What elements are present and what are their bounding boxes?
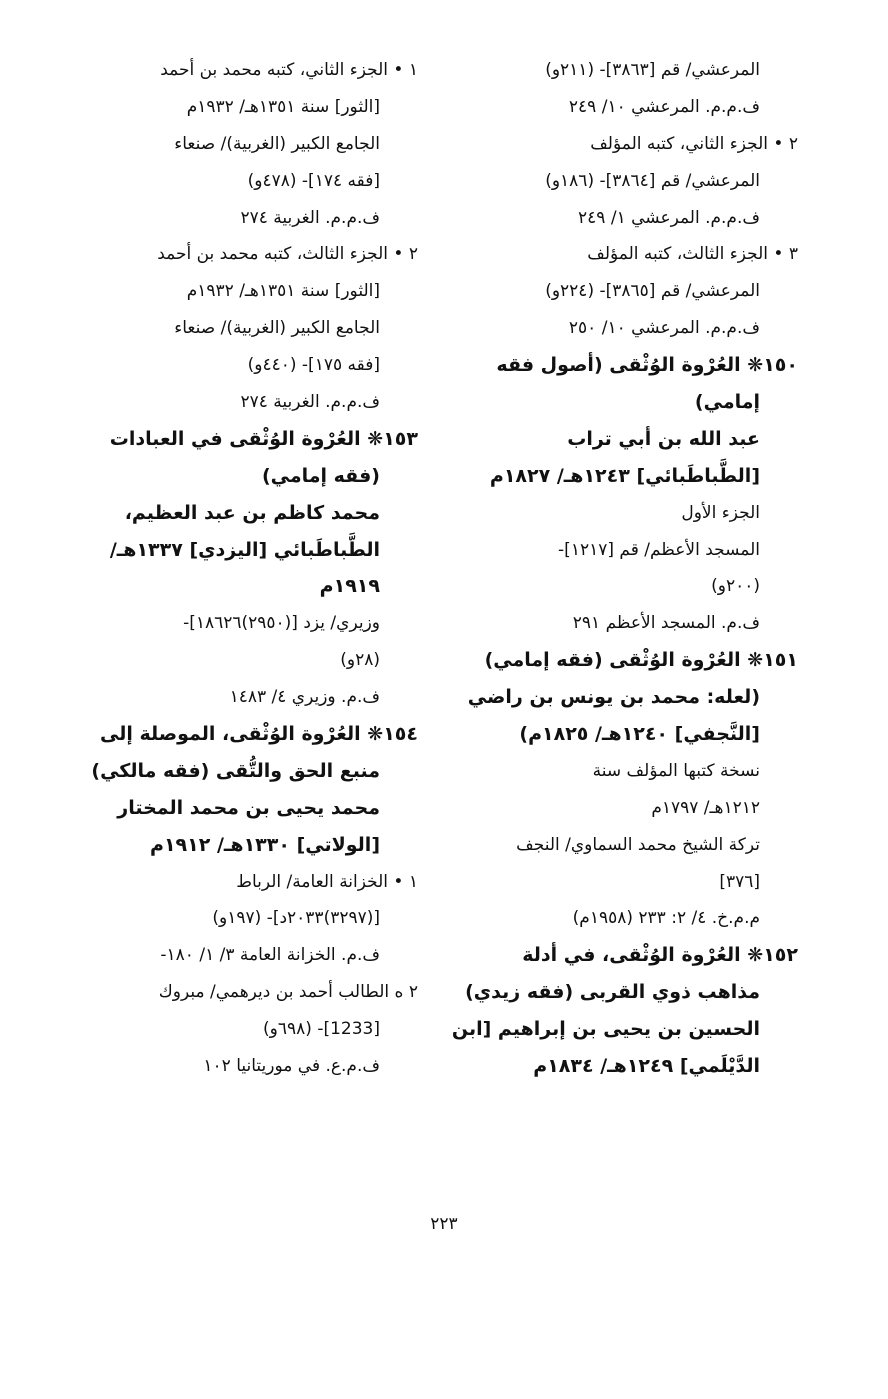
left-column-line: [الثور] سنة ١٣٥١هـ/ ١٩٣٢م (186, 281, 380, 302)
right-column-line: ١٥١❋ العُرْوة الوُثْقى (فقه إمامي) (484, 649, 798, 672)
right-column-line: الدَّيْلَمي] ١٢٤٩هـ/ ١٨٣٤م (533, 1055, 760, 1078)
left-column-line: [فقه ١٧٥]- (٤٤٠و) (247, 355, 380, 376)
left-column-line: ف.م.م. الغربية ٢٧٤ (240, 392, 380, 413)
right-column-line: ٣ • الجزء الثالث، كتبه المؤلف (587, 244, 798, 265)
left-column-line: وزيري/ يزد [(٢٩٥٠)١٨٦٢٦]- (183, 613, 380, 634)
left-column-line: محمد كاظم بن عبد العظيم، (124, 501, 380, 524)
right-column-line: ف.م. المسجد الأعظم ٢٩١ (572, 613, 760, 634)
right-column-line: ف.م.م. المرعشي ١٠/ ٢٥٠ (568, 318, 760, 339)
left-column-line: ف.م. الخزانة العامة ٣/ ١/ ١٨٠- (160, 945, 380, 966)
right-column-line: إمامي) (694, 391, 760, 414)
right-column-line: ٢ • الجزء الثاني، كتبه المؤلف (590, 133, 798, 154)
left-column-line: ٢ • الجزء الثالث، كتبه محمد بن أحمد (157, 244, 418, 265)
left-column-line: ف.م.ع. في موريتانيا ١٠٢ (203, 1056, 380, 1077)
left-column-line: محمد يحيى بن محمد المختار (117, 796, 380, 819)
right-column-line: (٢٠٠و) (711, 576, 760, 597)
left-column-line: (٢٨و) (340, 650, 380, 671)
right-column (451, 52, 798, 1085)
right-column-line: المرعشي/ قم [٣٨٦٤]- (١٨٦و) (545, 170, 760, 191)
left-column-line: [الولاتي] ١٣٣٠هـ/ ١٩١٢م (150, 833, 380, 856)
left-column-line: ١ • الجزء الثاني، كتبه محمد بن أحمد (160, 60, 418, 80)
right-column-line: مذاهب ذوي القربى (فقه زيدي) (465, 981, 760, 1004)
left-column-line: ١٥٤❋ العُرْوة الوُثْقى، الموصلة إلى (99, 723, 418, 746)
right-column-line: ١٥٠❋ العُرْوة الوُثْقى (أصول فقه (496, 354, 798, 377)
right-column-line: [الطَّباطَبائي] ١٢٤٣هـ/ ١٨٢٧م (489, 464, 760, 487)
left-column-line: منبع الحق والتُّقى (فقه مالكي) (91, 759, 380, 782)
left-column-line: ١٩١٩م (319, 575, 380, 598)
right-column-line: ف.م.م. المرعشي ١٠/ ٢٤٩ (568, 96, 760, 117)
left-column-line: [الثور] سنة ١٣٥١هـ/ ١٩٣٢م (186, 96, 380, 117)
right-column-line: تركة الشيخ محمد السماوي/ النجف (516, 834, 760, 855)
left-column-line: [(٣٢٩٧)٢٠٣٣د]- (١٩٧و) (212, 908, 380, 929)
page-number: ٢٢٣ (430, 1214, 458, 1234)
right-column-line: ف.م.م. المرعشي ١/ ٢٤٩ (578, 207, 760, 228)
right-column-line: الجزء الأول (681, 502, 760, 523)
right-column-line: المرعشي/ قم [٣٨٦٥]- (٢٢٤و) (545, 281, 760, 302)
left-column-line: ف.م. وزيري ٤/ ١٤٨٣ (229, 687, 380, 708)
left-column-line: الطَّباطَبائي [اليزدي] ١٣٣٧هـ/ (109, 538, 380, 561)
left-column-line: ١ • الخزانة العامة/ الرباط (236, 871, 418, 892)
right-column-line: ١٥٢❋ العُرْوة الوُثْقى، في أدلة (522, 944, 798, 967)
left-column-line: ف.م.م. الغربية ٢٧٤ (240, 207, 380, 228)
left-column-line: ٢ ه الطالب أحمد بن ديرهمي/ مبروك (158, 982, 418, 1003)
right-column-line: المسجد الأعظم/ قم [١٢١٧]- (558, 539, 760, 560)
left-column-line: الجامع الكبير (الغربية)/ صنعاء (174, 318, 380, 339)
left-column-line: ١٥٣❋ العُرْوة الوُثْقى في العبادات (109, 427, 418, 450)
right-column-line: [٣٧٦] (719, 871, 760, 892)
left-column (68, 52, 418, 1085)
left-column-line: [1233]- (٦٩٨و) (263, 1019, 380, 1040)
right-column-line: ١٢١٢هـ/ ١٧٩٧م (651, 797, 760, 818)
left-column-line: (فقه إمامي) (261, 464, 380, 487)
right-column-line: المرعشي/ قم [٣٨٦٣]- (٢١١و) (545, 60, 760, 80)
right-column-line: الحسين بن يحيى بن إبراهيم [ابن (451, 1018, 760, 1041)
right-column-line: عبد الله بن أبي تراب (567, 427, 760, 450)
right-column-line: نسخة كتبها المؤلف سنة (592, 760, 760, 781)
left-column-line: [فقه ١٧٤]- (٤٧٨و) (247, 170, 380, 191)
right-column-line: (لعله: محمد بن يونس بن راضي (467, 686, 760, 709)
right-column-line: [النَّجفي] ١٢٤٠هـ/ ١٨٢٥م) (519, 723, 760, 746)
left-column-line: الجامع الكبير (الغربية)/ صنعاء (174, 133, 380, 154)
right-column-line: م.م.خ. ٤/ ٢: ٢٣٣ (١٩٥٨م) (572, 908, 760, 929)
